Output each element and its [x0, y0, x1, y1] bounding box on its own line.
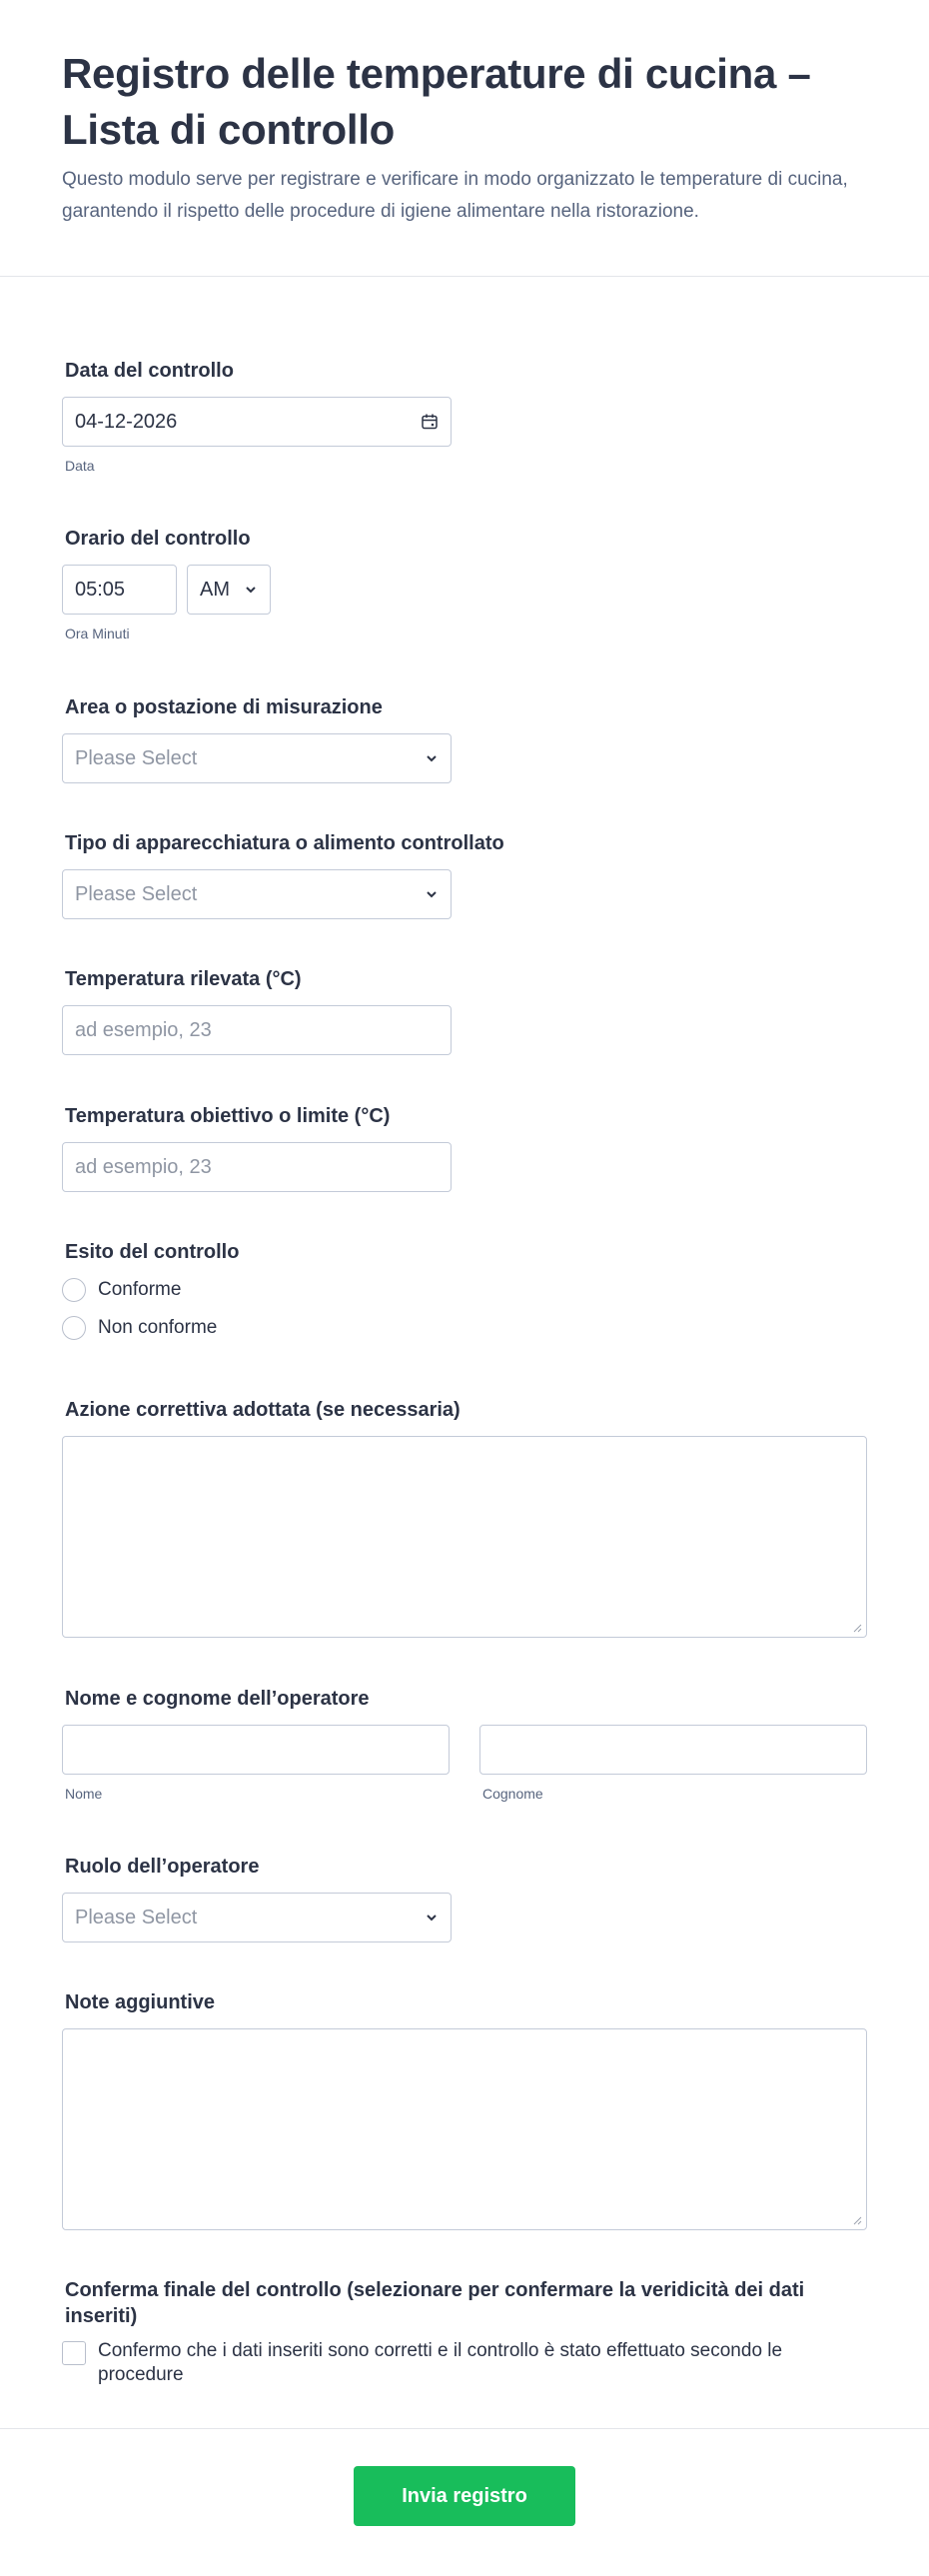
date-field — [0, 358, 929, 475]
confirmation-checkbox[interactable] — [62, 2341, 86, 2365]
radio-label: Non conforme — [98, 1317, 218, 1338]
first-name-input[interactable] — [62, 1725, 450, 1775]
form-header — [0, 0, 929, 277]
corrective-action-label: Azione correttiva adottata (se necessaria) — [65, 1399, 461, 1421]
submit-button[interactable]: Invia registro — [354, 2466, 575, 2526]
measured-temp-input[interactable] — [62, 1005, 452, 1055]
operator-role-placeholder: Please Select — [75, 1906, 198, 1929]
first-name-sublabel: Nome — [65, 1786, 103, 1802]
operator-role-label: Ruolo dell’operatore — [65, 1856, 260, 1878]
operator-role-field — [0, 1854, 929, 1942]
confirmation-label: Conferma finale del controllo (selezionare per confermare la veridicità dei dati inseriti) — [65, 2279, 805, 2327]
confirmation-field — [0, 2277, 929, 2387]
resize-handle-icon[interactable] — [852, 2215, 862, 2225]
chevron-down-icon — [425, 887, 439, 901]
outcome-option-conforme[interactable] — [62, 1271, 867, 1309]
equipment-label: Tipo di apparecchiatura o alimento controllato — [65, 832, 504, 854]
radio-button[interactable] — [62, 1316, 86, 1340]
operator-name-field — [0, 1686, 929, 1803]
area-field — [0, 694, 929, 783]
notes-textarea[interactable] — [62, 2028, 867, 2230]
notes-label: Note aggiuntive — [65, 1991, 216, 2013]
outcome-option-non-conforme[interactable] — [62, 1309, 867, 1347]
last-name-sublabel: Cognome — [482, 1786, 543, 1802]
page-title: Registro delle temperature di cucina – Lista di controllo — [62, 50, 811, 153]
outcome-label: Esito del controllo — [65, 1241, 240, 1263]
chevron-down-icon — [244, 583, 258, 597]
date-value: 04-12-2026 — [75, 410, 178, 433]
calendar-icon[interactable] — [421, 413, 439, 431]
equipment-field — [0, 830, 929, 919]
last-name-input[interactable] — [479, 1725, 867, 1775]
measured-temp-placeholder: ad esempio, 23 — [75, 1018, 212, 1041]
chevron-down-icon — [425, 751, 439, 765]
measured-temp-label: Temperatura rilevata (°C) — [65, 968, 302, 990]
ampm-select[interactable] — [187, 565, 271, 615]
confirmation-option[interactable] — [62, 2339, 867, 2387]
measured-temp-field — [0, 966, 929, 1055]
time-label: Orario del controllo — [65, 528, 251, 550]
time-input[interactable] — [62, 565, 177, 615]
target-temp-placeholder: ad esempio, 23 — [75, 1155, 212, 1178]
chevron-down-icon — [425, 1911, 439, 1925]
time-sublabel: Ora Minuti — [65, 626, 130, 642]
equipment-select[interactable] — [62, 869, 452, 919]
page-description: Questo modulo serve per registrare e verificare in modo organizzato le temperature di cucina, garantendo il rispetto delle procedure di igiene alimentare nella ristorazione. — [62, 169, 848, 222]
time-field — [0, 526, 929, 643]
time-value: 05:05 — [75, 578, 126, 601]
area-placeholder: Please Select — [75, 746, 198, 769]
radio-label: Conforme — [98, 1279, 182, 1300]
date-sublabel: Data — [65, 458, 95, 474]
target-temp-field — [0, 1103, 929, 1192]
corrective-action-field — [0, 1397, 929, 1638]
form-footer — [0, 2428, 929, 2526]
radio-button[interactable] — [62, 1278, 86, 1302]
target-temp-label: Temperatura obiettivo o limite (°C) — [65, 1105, 391, 1127]
operator-role-select[interactable] — [62, 1893, 452, 1942]
resize-handle-icon[interactable] — [852, 1623, 862, 1633]
corrective-action-textarea[interactable] — [62, 1436, 867, 1638]
ampm-value: AM — [200, 578, 230, 601]
equipment-placeholder: Please Select — [75, 882, 198, 905]
target-temp-input[interactable] — [62, 1142, 452, 1192]
area-label: Area o postazione di misurazione — [65, 696, 383, 718]
date-input[interactable] — [62, 397, 452, 447]
area-select[interactable] — [62, 733, 452, 783]
date-label: Data del controllo — [65, 360, 234, 382]
outcome-field — [0, 1239, 929, 1347]
notes-field — [0, 1989, 929, 2230]
confirmation-checkbox-label: Confermo che i dati inseriti sono corretti e il controllo è stato effettuato secondo le procedure — [98, 2340, 783, 2385]
operator-name-label: Nome e cognome dell’operatore — [65, 1688, 370, 1710]
